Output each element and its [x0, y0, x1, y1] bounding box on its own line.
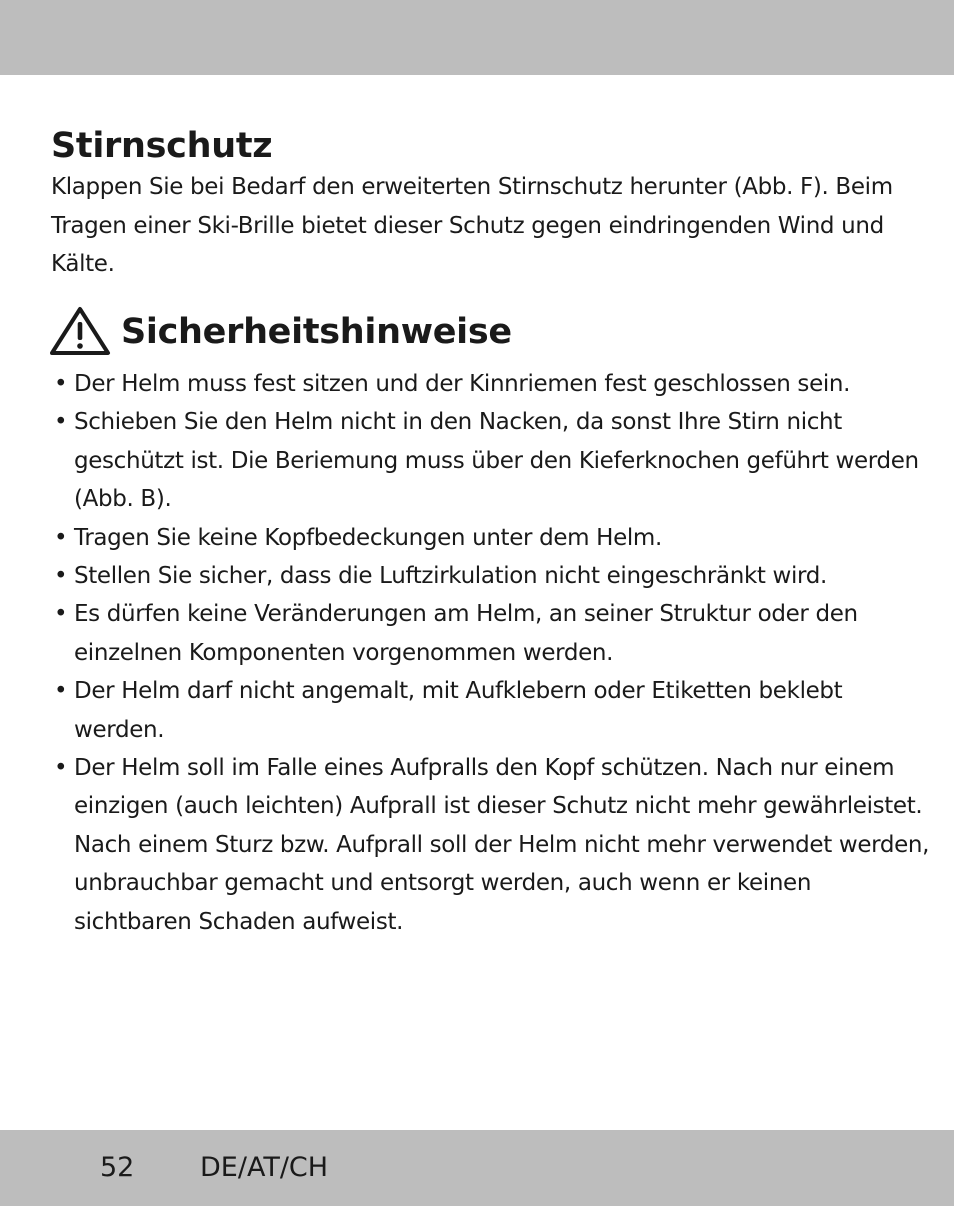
bullet-icon: • [54, 601, 68, 628]
section-title-sicherheitshinweise: Sicherheitshinweise [121, 312, 512, 352]
header-band [0, 0, 954, 75]
region-code: DE/AT/CH [200, 1152, 329, 1183]
list-item-text: Schieben Sie den Helm nicht in den Nacken, da sonst Ihre Stirn nicht geschützt ist. Die Beriemung muss über den Kieferknochen geführt werden (Abb. B). [74, 409, 919, 513]
warning-triangle-icon [49, 306, 111, 356]
list-item [0, 672, 934, 749]
footer-band [0, 1130, 954, 1206]
bullet-icon: • [54, 563, 68, 590]
bullet-icon: • [54, 755, 68, 782]
list-item [0, 403, 934, 518]
list-item [0, 519, 934, 557]
section-title-stirnschutz: Stirnschutz [51, 126, 273, 166]
list-item-text: Der Helm muss fest sitzen und der Kinnriemen fest geschlossen sein. [74, 371, 851, 397]
list-item [0, 595, 934, 672]
list-item-text: Stellen Sie sicher, dass die Luftzirkulation nicht eingeschränkt wird. [74, 563, 827, 590]
list-item-text: Es dürfen keine Veränderungen am Helm, an seiner Struktur oder den einzelnen Komponenten vorgenommen werden. [74, 601, 858, 666]
safety-notes-list [0, 365, 954, 941]
list-item-text: Tragen Sie keine Kopfbedeckungen unter dem Helm. [74, 524, 662, 551]
bullet-icon: • [54, 371, 68, 397]
list-item-text: Der Helm soll im Falle eines Aufpralls den Kopf schützen. Nach nur einem einzigen (auch leichten) Aufprall ist dieser Schutz nicht mehr gewährleistet. Nach einem Sturz bzw. Aufprall soll der Helm nicht mehr verwendet werden, unbrauchbar gemacht und entsorgt werden, auch wenn er keinen sichtbaren Schaden aufweist. [74, 755, 930, 935]
bullet-icon: • [54, 678, 68, 705]
bullet-icon: • [54, 524, 68, 551]
page-number: 52 [100, 1152, 135, 1183]
list-item [0, 365, 934, 403]
section-body-stirnschutz: Klappen Sie bei Bedarf den erweiterten Stirnschutz herunter (Abb. F). Beim Tragen einer Ski-Brille bietet dieser Schutz gegen eindringenden Wind und Kälte. [51, 174, 893, 277]
list-item-text: Der Helm darf nicht angemalt, mit Aufklebern oder Etiketten beklebt werden. [74, 678, 843, 743]
bullet-icon: • [54, 409, 68, 436]
list-item [0, 557, 934, 595]
list-item [0, 749, 934, 941]
